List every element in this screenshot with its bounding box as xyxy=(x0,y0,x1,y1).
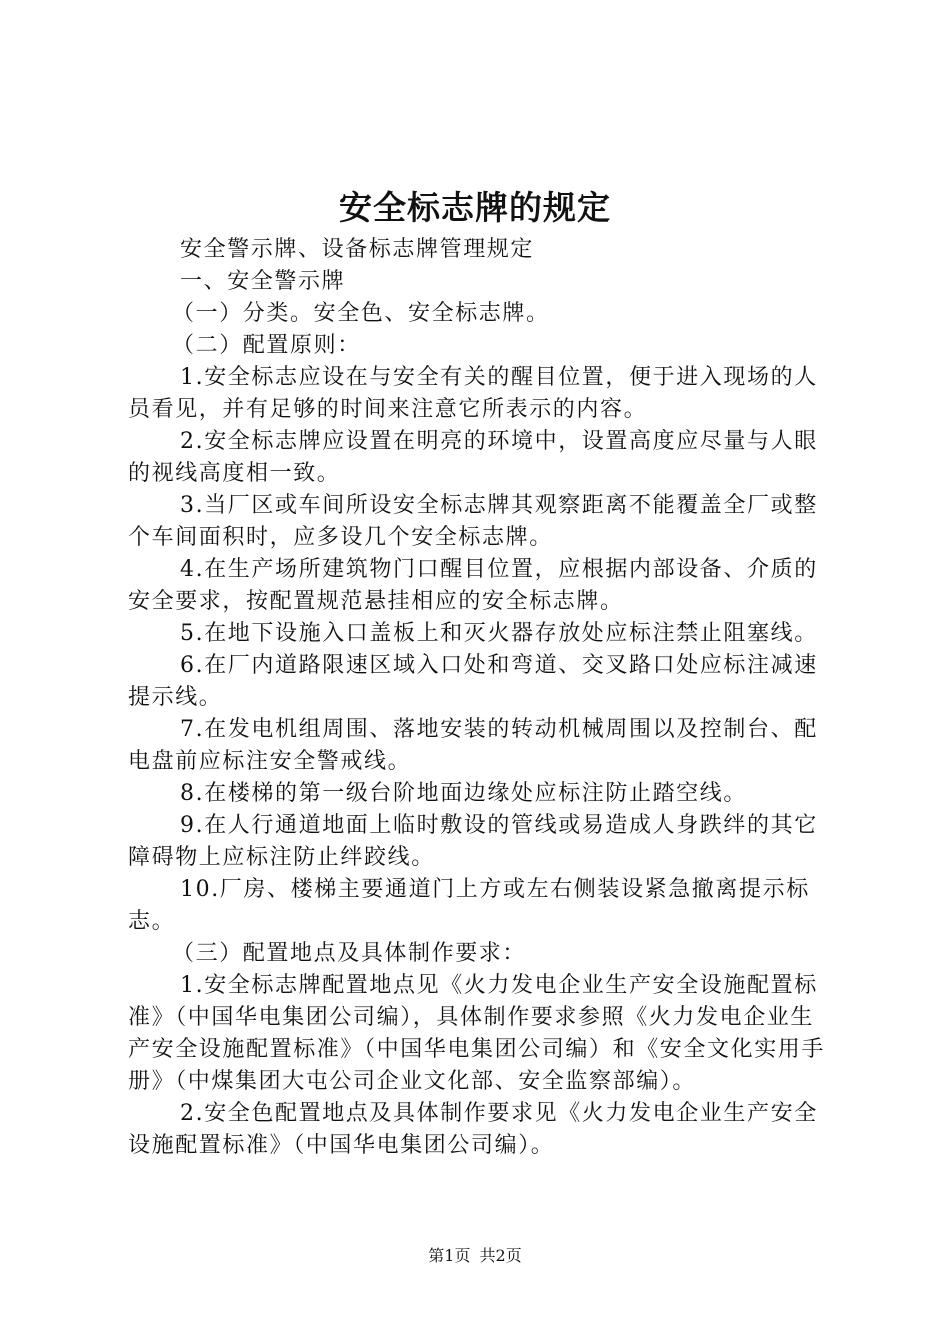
paragraph: （三）配置地点及具体制作要求： xyxy=(172,941,527,966)
page-number: 第1页 xyxy=(428,1246,471,1265)
paragraph: 3.当厂区或车间所设安全标志牌其观察距离不能覆盖全厂或整个车间面积时，应多设几个安全标志牌。 xyxy=(128,493,818,550)
paragraph: 2.安全标志牌应设置在明亮的环境中，设置高度应尽量与人眼的视线高度相一致。 xyxy=(128,429,818,486)
paragraph: 7.在发电机组周围、落地安装的转动机械周围以及控制台、配电盘前应标注安全警戒线。 xyxy=(128,717,818,774)
paragraph: 9.在人行通道地面上临时敷设的管线或易造成人身跌绊的其它障碍物上应标注防止绊跤线。 xyxy=(128,813,818,870)
paragraph: 4.在生产场所建筑物门口醒目位置，应根据内部设备、介质的安全要求，按配置规范悬挂相应的安全标志牌。 xyxy=(128,557,818,614)
paragraph: 2.安全色配置地点及具体制作要求见《火力发电企业生产安全设施配置标准》（中国华电集团公司编）。 xyxy=(128,1101,818,1158)
page-footer xyxy=(0,1244,950,1268)
paragraph: （一）分类。安全色、安全标志牌。 xyxy=(172,301,550,326)
paragraph: 安全警示牌、设备标志牌管理规定 xyxy=(180,237,535,262)
paragraph: （二）配置原则： xyxy=(172,333,361,358)
paragraph: 一、安全警示牌 xyxy=(180,269,346,294)
paragraph: 1.安全标志牌配置地点见《火力发电企业生产安全设施配置标准》（中国华电集团公司编），具体制作要求参照《火力发电企业生产安全设施配置标准》（中国华电集团公司编）和《安全文化实用手册》（中煤集团大屯公司企业文化部、安全监察部编）。 xyxy=(128,973,826,1094)
paragraph: 1.安全标志应设在与安全有关的醒目位置，便于进入现场的人员看见，并有足够的时间来注意它所表示的内容。 xyxy=(128,365,818,422)
paragraph: 6.在厂内道路限速区域入口处和弯道、交叉路口处应标注减速提示线。 xyxy=(128,653,818,710)
document-title: 安全标志牌的规定 xyxy=(339,188,611,227)
paragraph: 10.厂房、楼梯主要通道门上方或左右侧装设紧急撤离提示标志。 xyxy=(128,877,810,934)
paragraph: 8.在楼梯的第一级台阶地面边缘处应标注防止踏空线。 xyxy=(180,781,747,806)
page-total: 共2页 xyxy=(479,1246,522,1265)
document-body xyxy=(128,234,828,1162)
paragraph: 5.在地下设施入口盖板上和灭火器存放处应标注禁止阻塞线。 xyxy=(180,621,818,646)
